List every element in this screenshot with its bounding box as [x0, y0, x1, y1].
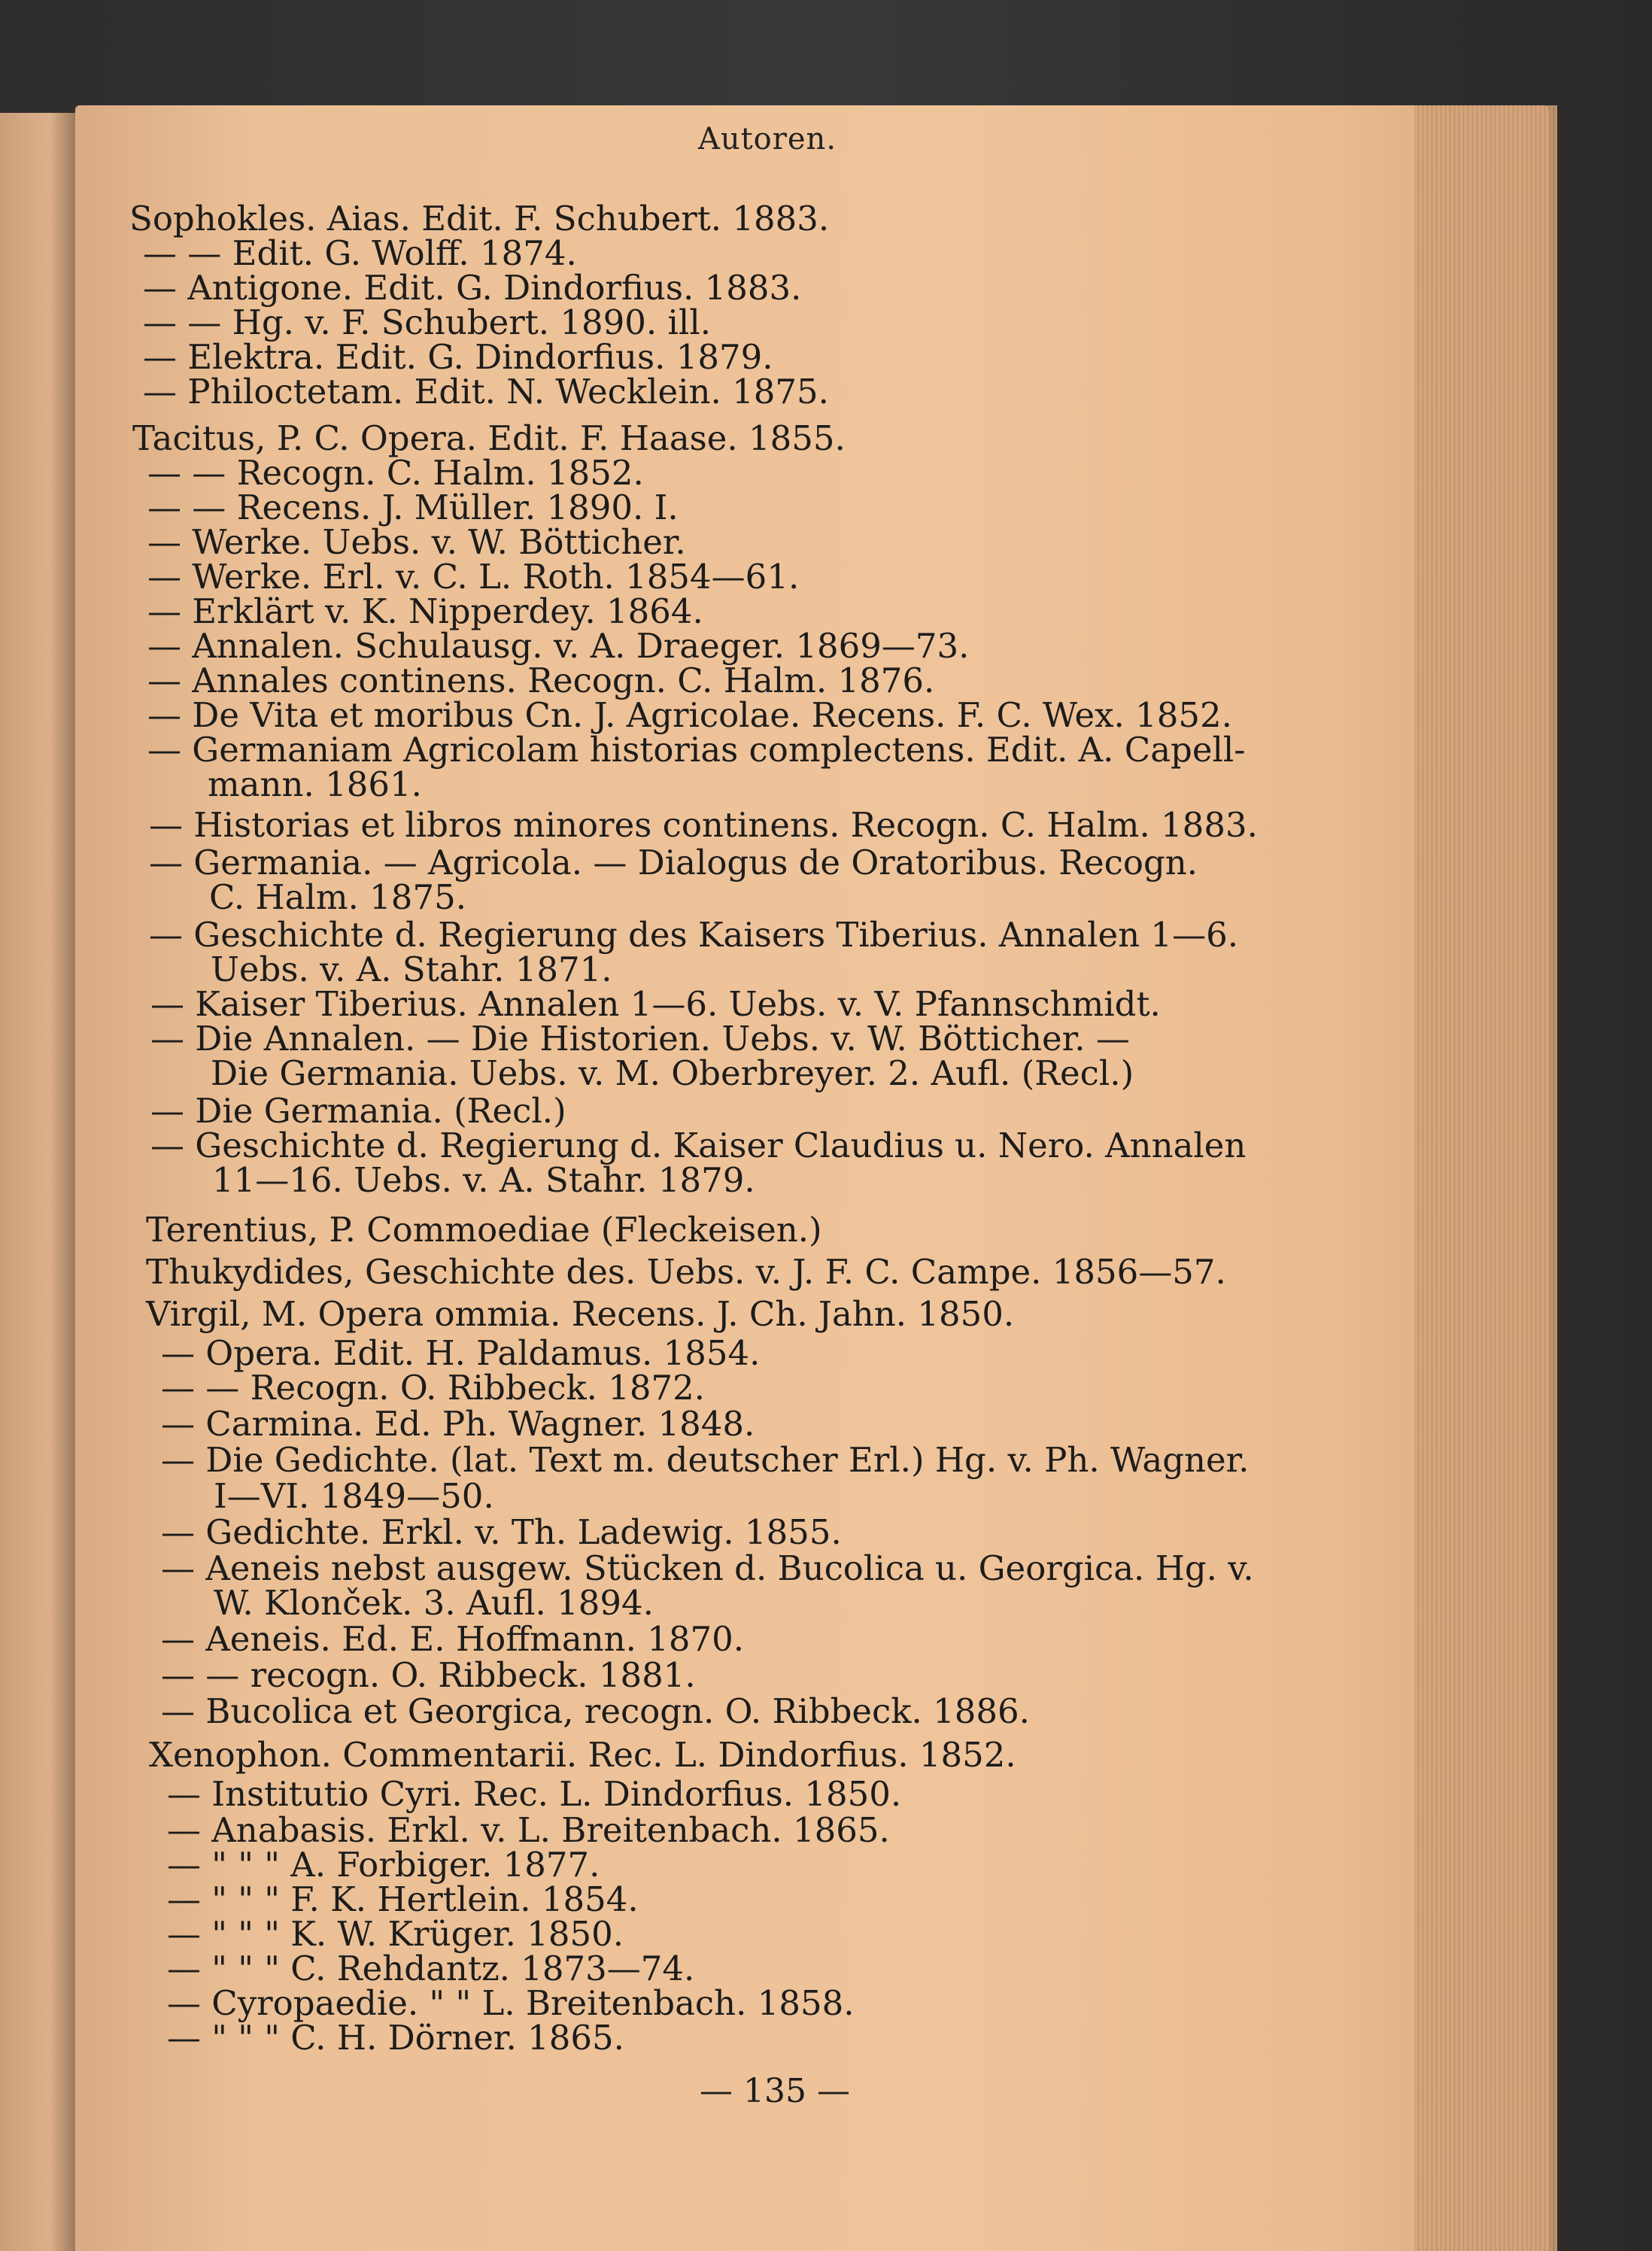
entry-line: 11—16. Uebs. v. A. Stahr. 1879.: [212, 1160, 755, 1200]
entry-line: — Aeneis. Ed. E. Hoffmann. 1870.: [161, 1619, 745, 1659]
entry-line: — Bucolica et Georgica, recogn. O. Ribbeck. 1886.: [161, 1691, 1030, 1731]
entry-line: — Cyropaedie. " " L. Breitenbach. 1858.: [167, 1983, 855, 2023]
entry-line: Virgil, M. Opera ommia. Recens. J. Ch. Jahn. 1850.: [146, 1294, 1015, 1334]
entry-line: — — Recogn. C. Halm. 1852.: [147, 453, 644, 493]
entry-line: — Aeneis nebst ausgew. Stücken d. Bucolica u. Georgica. Hg. v.: [161, 1548, 1254, 1588]
entry-line: — " " " F. K. Hertlein. 1854.: [167, 1879, 639, 1919]
entry-line: — " " " K. W. Krüger. 1850.: [167, 1914, 624, 1954]
entry-line: — Annales continens. Recogn. C. Halm. 1876.: [147, 661, 935, 700]
entry-line: — Die Gedichte. (lat. Text m. deutscher Erl.) Hg. v. Ph. Wagner.: [161, 1440, 1250, 1480]
entry-line: I—VI. 1849—50.: [214, 1476, 494, 1516]
entry-line: — Werke. Uebs. v. W. Bötticher.: [147, 522, 686, 562]
entry-line: — Elektra. Edit. G. Dindorfius. 1879.: [143, 337, 773, 377]
page-number: — 135 —: [700, 2072, 850, 2110]
entry-line: Uebs. v. A. Stahr. 1871.: [211, 949, 612, 989]
entry-line: — Gedichte. Erkl. v. Th. Ladewig. 1855.: [161, 1512, 842, 1552]
entry-line: — Annalen. Schulausg. v. A. Draeger. 1869—73.: [147, 626, 970, 666]
page-header: Autoren.: [697, 122, 837, 156]
entry-line: — Kaiser Tiberius. Annalen 1—6. Uebs. v. V. Pfannschmidt.: [150, 984, 1161, 1024]
entry-line: — De Vita et moribus Cn. J. Agricolae. Recens. F. C. Wex. 1852.: [147, 695, 1232, 735]
entry-line: — " " " C. H. Dörner. 1865.: [167, 2018, 624, 2058]
entry-line: Xenophon. Commentarii. Rec. L. Dindorfius. 1852.: [149, 1735, 1016, 1775]
entry-line: — Die Annalen. — Die Historien. Uebs. v. W. Bötticher. —: [150, 1019, 1130, 1059]
entry-line: — — recogn. O. Ribbeck. 1881.: [161, 1655, 696, 1695]
entry-line: mann. 1861.: [208, 764, 422, 804]
entry-line: — Geschichte d. Regierung des Kaisers Tiberius. Annalen 1—6.: [149, 915, 1238, 955]
entry-line: — Germaniam Agricolam historias complectens. Edit. A. Capell-: [147, 730, 1246, 770]
entry-line: — Institutio Cyri. Rec. L. Dindorfius. 1850.: [167, 1774, 902, 1814]
entry-line: Thukydides, Geschichte des. Uebs. v. J. F. C. Campe. 1856—57.: [146, 1252, 1226, 1292]
entry-line: — " " " C. Rehdantz. 1873—74.: [167, 1949, 695, 1988]
entry-line: — Geschichte d. Regierung d. Kaiser Claudius u. Nero. Annalen: [150, 1126, 1247, 1165]
entry-line: — Antigone. Edit. G. Dindorfius. 1883.: [143, 268, 802, 308]
entry-line: Die Germania. Uebs. v. M. Oberbreyer. 2. Aufl. (Recl.): [211, 1053, 1134, 1093]
entry-line: — — Recens. J. Müller. 1890. I.: [147, 488, 679, 527]
entry-line: — Die Germania. (Recl.): [150, 1091, 566, 1131]
entry-line: — — Recogn. O. Ribbeck. 1872.: [161, 1368, 706, 1408]
entry-line: Sophokles. Aias. Edit. F. Schubert. 1883.: [129, 199, 830, 238]
entry-line: Tacitus, P. C. Opera. Edit. F. Haase. 1855.: [132, 418, 846, 458]
entry-line: C. Halm. 1875.: [209, 877, 467, 917]
entry-line: — Philoctetam. Edit. N. Wecklein. 1875.: [143, 372, 829, 412]
entry-line: — " " " A. Forbiger. 1877.: [167, 1845, 600, 1885]
entry-line: — Erklärt v. K. Nipperdey. 1864.: [147, 591, 703, 631]
entry-line: — Carmina. Ed. Ph. Wagner. 1848.: [161, 1404, 755, 1444]
entry-line: — — Hg. v. F. Schubert. 1890. ill.: [143, 302, 712, 342]
entry-line: W. Klonček. 3. Aufl. 1894.: [214, 1583, 654, 1623]
entry-line: — Anabasis. Erkl. v. L. Breitenbach. 1865.: [167, 1810, 890, 1850]
entry-line: — Historias et libros minores continens. Recogn. C. Halm. 1883.: [149, 805, 1258, 845]
entry-line: — Werke. Erl. v. C. L. Roth. 1854—61.: [147, 557, 800, 597]
entry-line: — Opera. Edit. H. Paldamus. 1854.: [161, 1333, 761, 1373]
entry-line: — Germania. — Agricola. — Dialogus de Oratoribus. Recogn.: [149, 843, 1198, 882]
entry-line: Terentius, P. Commoediae (Fleckeisen.): [146, 1210, 822, 1250]
entry-line: — — Edit. G. Wolff. 1874.: [143, 233, 577, 273]
